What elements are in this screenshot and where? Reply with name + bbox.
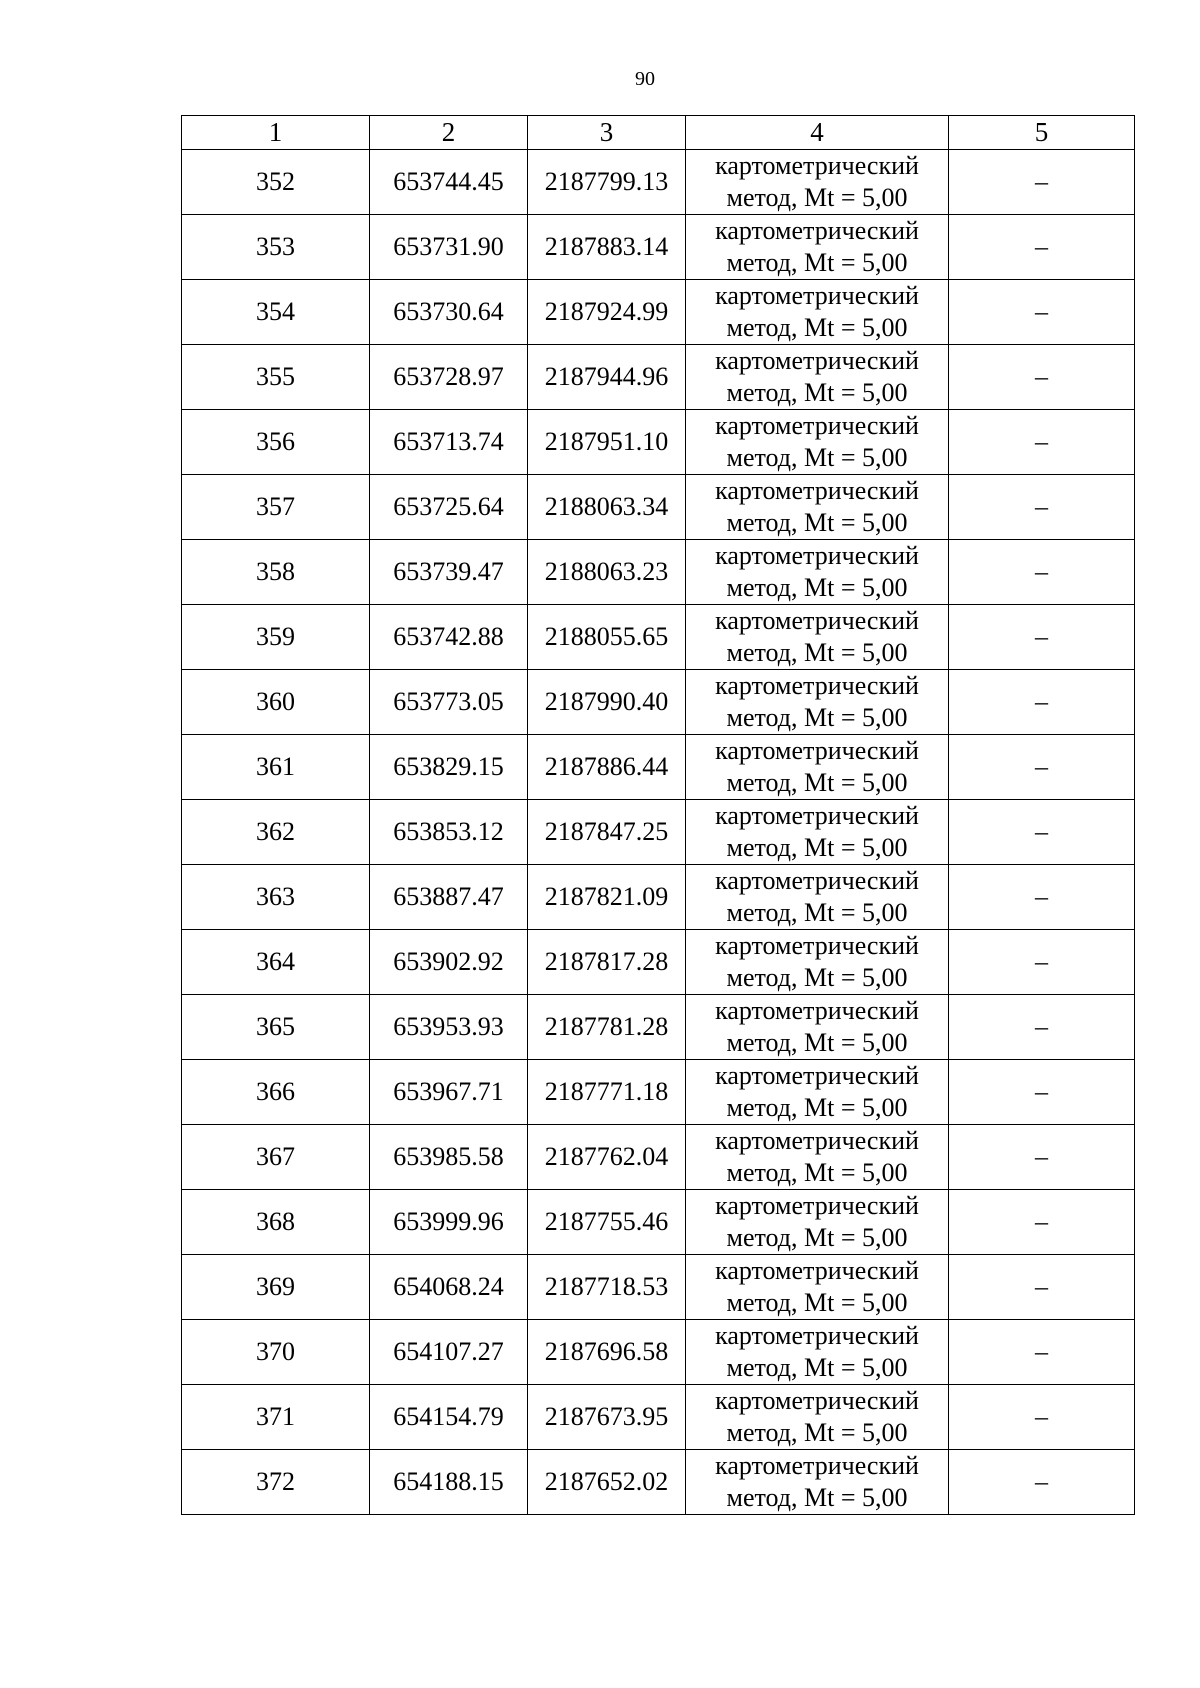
point-number-cell: 359	[182, 605, 370, 670]
note-cell: –	[949, 1190, 1135, 1255]
table-header	[182, 116, 1135, 150]
method-cell	[686, 215, 949, 280]
method-line-1: картометрический	[715, 411, 919, 440]
note-cell: –	[949, 1450, 1135, 1515]
method-cell	[686, 1255, 949, 1320]
method-cell	[686, 475, 949, 540]
table-row	[182, 1060, 1135, 1125]
table-row	[182, 1190, 1135, 1255]
table-row	[182, 410, 1135, 475]
method-cell	[686, 150, 949, 215]
method-cell	[686, 540, 949, 605]
x-coordinate-cell: 654188.15	[370, 1450, 528, 1515]
y-coordinate-cell: 2187886.44	[528, 735, 686, 800]
point-number-cell: 372	[182, 1450, 370, 1515]
method-line-2: метод, Mt = 5,00	[726, 1158, 908, 1187]
table-row	[182, 1385, 1135, 1450]
method-line-2: метод, Mt = 5,00	[726, 573, 908, 602]
note-cell: –	[949, 540, 1135, 605]
x-coordinate-cell: 653773.05	[370, 670, 528, 735]
method-line-2: метод, Mt = 5,00	[726, 1093, 908, 1122]
note-cell: –	[949, 215, 1135, 280]
method-line-2: метод, Mt = 5,00	[726, 508, 908, 537]
note-cell: –	[949, 995, 1135, 1060]
table-row	[182, 280, 1135, 345]
method-line-2: метод, Mt = 5,00	[726, 313, 908, 342]
method-line-1: картометрический	[715, 931, 919, 960]
table-row	[182, 1125, 1135, 1190]
table-row	[182, 1255, 1135, 1320]
column-header-4: 4	[686, 116, 949, 150]
y-coordinate-cell: 2187652.02	[528, 1450, 686, 1515]
method-line-2: метод, Mt = 5,00	[726, 1288, 908, 1317]
y-coordinate-cell: 2187718.53	[528, 1255, 686, 1320]
method-line-1: картометрический	[715, 996, 919, 1025]
y-coordinate-cell: 2187821.09	[528, 865, 686, 930]
point-number-cell: 368	[182, 1190, 370, 1255]
method-line-1: картометрический	[715, 541, 919, 570]
y-coordinate-cell: 2187990.40	[528, 670, 686, 735]
y-coordinate-cell: 2187673.95	[528, 1385, 686, 1450]
note-cell: –	[949, 865, 1135, 930]
note-cell: –	[949, 930, 1135, 995]
method-cell	[686, 670, 949, 735]
method-line-1: картометрический	[715, 1451, 919, 1480]
method-line-2: метод, Mt = 5,00	[726, 443, 908, 472]
note-cell: –	[949, 1385, 1135, 1450]
y-coordinate-cell: 2187944.96	[528, 345, 686, 410]
point-number-cell: 362	[182, 800, 370, 865]
method-line-2: метод, Mt = 5,00	[726, 183, 908, 212]
method-line-1: картометрический	[715, 476, 919, 505]
x-coordinate-cell: 653887.47	[370, 865, 528, 930]
table-row	[182, 995, 1135, 1060]
x-coordinate-cell: 653742.88	[370, 605, 528, 670]
method-line-1: картометрический	[715, 346, 919, 375]
y-coordinate-cell: 2187696.58	[528, 1320, 686, 1385]
x-coordinate-cell: 653725.64	[370, 475, 528, 540]
x-coordinate-cell: 654107.27	[370, 1320, 528, 1385]
table-row	[182, 540, 1135, 605]
y-coordinate-cell: 2187883.14	[528, 215, 686, 280]
point-number-cell: 364	[182, 930, 370, 995]
x-coordinate-cell: 653967.71	[370, 1060, 528, 1125]
x-coordinate-cell: 653985.58	[370, 1125, 528, 1190]
y-coordinate-cell: 2187781.28	[528, 995, 686, 1060]
method-line-2: метод, Mt = 5,00	[726, 833, 908, 862]
coordinates-table	[181, 115, 1135, 1515]
method-line-1: картометрический	[715, 1256, 919, 1285]
table-row	[182, 215, 1135, 280]
point-number-cell: 352	[182, 150, 370, 215]
method-line-2: метод, Mt = 5,00	[726, 703, 908, 732]
note-cell: –	[949, 475, 1135, 540]
y-coordinate-cell: 2187755.46	[528, 1190, 686, 1255]
x-coordinate-cell: 653999.96	[370, 1190, 528, 1255]
method-line-1: картометрический	[715, 1321, 919, 1350]
method-line-1: картометрический	[715, 151, 919, 180]
note-cell: –	[949, 1060, 1135, 1125]
method-cell	[686, 1190, 949, 1255]
method-cell	[686, 605, 949, 670]
note-cell: –	[949, 410, 1135, 475]
point-number-cell: 356	[182, 410, 370, 475]
method-line-2: метод, Mt = 5,00	[726, 898, 908, 927]
point-number-cell: 371	[182, 1385, 370, 1450]
method-line-2: метод, Mt = 5,00	[726, 1418, 908, 1447]
method-cell	[686, 735, 949, 800]
method-line-2: метод, Mt = 5,00	[726, 378, 908, 407]
note-cell: –	[949, 1320, 1135, 1385]
column-header-5: 5	[949, 116, 1135, 150]
method-cell	[686, 995, 949, 1060]
method-line-1: картометрический	[715, 1386, 919, 1415]
table-row	[182, 930, 1135, 995]
method-line-2: метод, Mt = 5,00	[726, 248, 908, 277]
y-coordinate-cell: 2188055.65	[528, 605, 686, 670]
method-line-2: метод, Mt = 5,00	[726, 638, 908, 667]
note-cell: –	[949, 800, 1135, 865]
y-coordinate-cell: 2187762.04	[528, 1125, 686, 1190]
table-row	[182, 475, 1135, 540]
x-coordinate-cell: 653713.74	[370, 410, 528, 475]
point-number-cell: 363	[182, 865, 370, 930]
method-line-1: картометрический	[715, 671, 919, 700]
x-coordinate-cell: 653829.15	[370, 735, 528, 800]
point-number-cell: 370	[182, 1320, 370, 1385]
y-coordinate-cell: 2188063.23	[528, 540, 686, 605]
method-line-2: метод, Mt = 5,00	[726, 1028, 908, 1057]
note-cell: –	[949, 345, 1135, 410]
method-cell	[686, 1450, 949, 1515]
method-line-1: картометрический	[715, 216, 919, 245]
method-cell	[686, 410, 949, 475]
method-line-2: метод, Mt = 5,00	[726, 1223, 908, 1252]
point-number-cell: 361	[182, 735, 370, 800]
x-coordinate-cell: 653744.45	[370, 150, 528, 215]
method-line-1: картометрический	[715, 606, 919, 635]
point-number-cell: 354	[182, 280, 370, 345]
y-coordinate-cell: 2187799.13	[528, 150, 686, 215]
y-coordinate-cell: 2187951.10	[528, 410, 686, 475]
point-number-cell: 365	[182, 995, 370, 1060]
y-coordinate-cell: 2187771.18	[528, 1060, 686, 1125]
point-number-cell: 360	[182, 670, 370, 735]
x-coordinate-cell: 653731.90	[370, 215, 528, 280]
method-cell	[686, 1125, 949, 1190]
table-row	[182, 345, 1135, 410]
method-line-1: картометрический	[715, 1126, 919, 1155]
point-number-cell: 357	[182, 475, 370, 540]
y-coordinate-cell: 2187924.99	[528, 280, 686, 345]
note-cell: –	[949, 605, 1135, 670]
note-cell: –	[949, 670, 1135, 735]
method-line-1: картометрический	[715, 281, 919, 310]
column-header-1: 1	[182, 116, 370, 150]
note-cell: –	[949, 150, 1135, 215]
header-row	[182, 116, 1135, 150]
method-cell	[686, 800, 949, 865]
x-coordinate-cell: 653853.12	[370, 800, 528, 865]
point-number-cell: 355	[182, 345, 370, 410]
method-line-2: метод, Mt = 5,00	[726, 1483, 908, 1512]
table-row	[182, 670, 1135, 735]
point-number-cell: 353	[182, 215, 370, 280]
point-number-cell: 369	[182, 1255, 370, 1320]
method-line-2: метод, Mt = 5,00	[726, 1353, 908, 1382]
point-number-cell: 367	[182, 1125, 370, 1190]
x-coordinate-cell: 653739.47	[370, 540, 528, 605]
page-number: 90	[635, 68, 655, 90]
note-cell: –	[949, 735, 1135, 800]
method-line-1: картометрический	[715, 866, 919, 895]
y-coordinate-cell: 2187847.25	[528, 800, 686, 865]
table-row	[182, 800, 1135, 865]
column-header-3: 3	[528, 116, 686, 150]
x-coordinate-cell: 653728.97	[370, 345, 528, 410]
method-cell	[686, 1060, 949, 1125]
point-number-cell: 366	[182, 1060, 370, 1125]
method-cell	[686, 1320, 949, 1385]
table-row	[182, 605, 1135, 670]
x-coordinate-cell: 653902.92	[370, 930, 528, 995]
x-coordinate-cell: 653730.64	[370, 280, 528, 345]
note-cell: –	[949, 280, 1135, 345]
table-row	[182, 1320, 1135, 1385]
note-cell: –	[949, 1125, 1135, 1190]
x-coordinate-cell: 654154.79	[370, 1385, 528, 1450]
table-row	[182, 865, 1135, 930]
method-cell	[686, 930, 949, 995]
method-cell	[686, 1385, 949, 1450]
method-line-1: картометрический	[715, 1061, 919, 1090]
x-coordinate-cell: 654068.24	[370, 1255, 528, 1320]
table-body	[182, 150, 1135, 1515]
method-cell	[686, 865, 949, 930]
x-coordinate-cell: 653953.93	[370, 995, 528, 1060]
method-cell	[686, 280, 949, 345]
method-line-2: метод, Mt = 5,00	[726, 963, 908, 992]
table-row	[182, 1450, 1135, 1515]
y-coordinate-cell: 2188063.34	[528, 475, 686, 540]
method-line-1: картометрический	[715, 1191, 919, 1220]
column-header-2: 2	[370, 116, 528, 150]
method-line-1: картометрический	[715, 736, 919, 765]
y-coordinate-cell: 2187817.28	[528, 930, 686, 995]
table-row	[182, 735, 1135, 800]
method-cell	[686, 345, 949, 410]
table-row	[182, 150, 1135, 215]
note-cell: –	[949, 1255, 1135, 1320]
method-line-2: метод, Mt = 5,00	[726, 768, 908, 797]
point-number-cell: 358	[182, 540, 370, 605]
method-line-1: картометрический	[715, 801, 919, 830]
